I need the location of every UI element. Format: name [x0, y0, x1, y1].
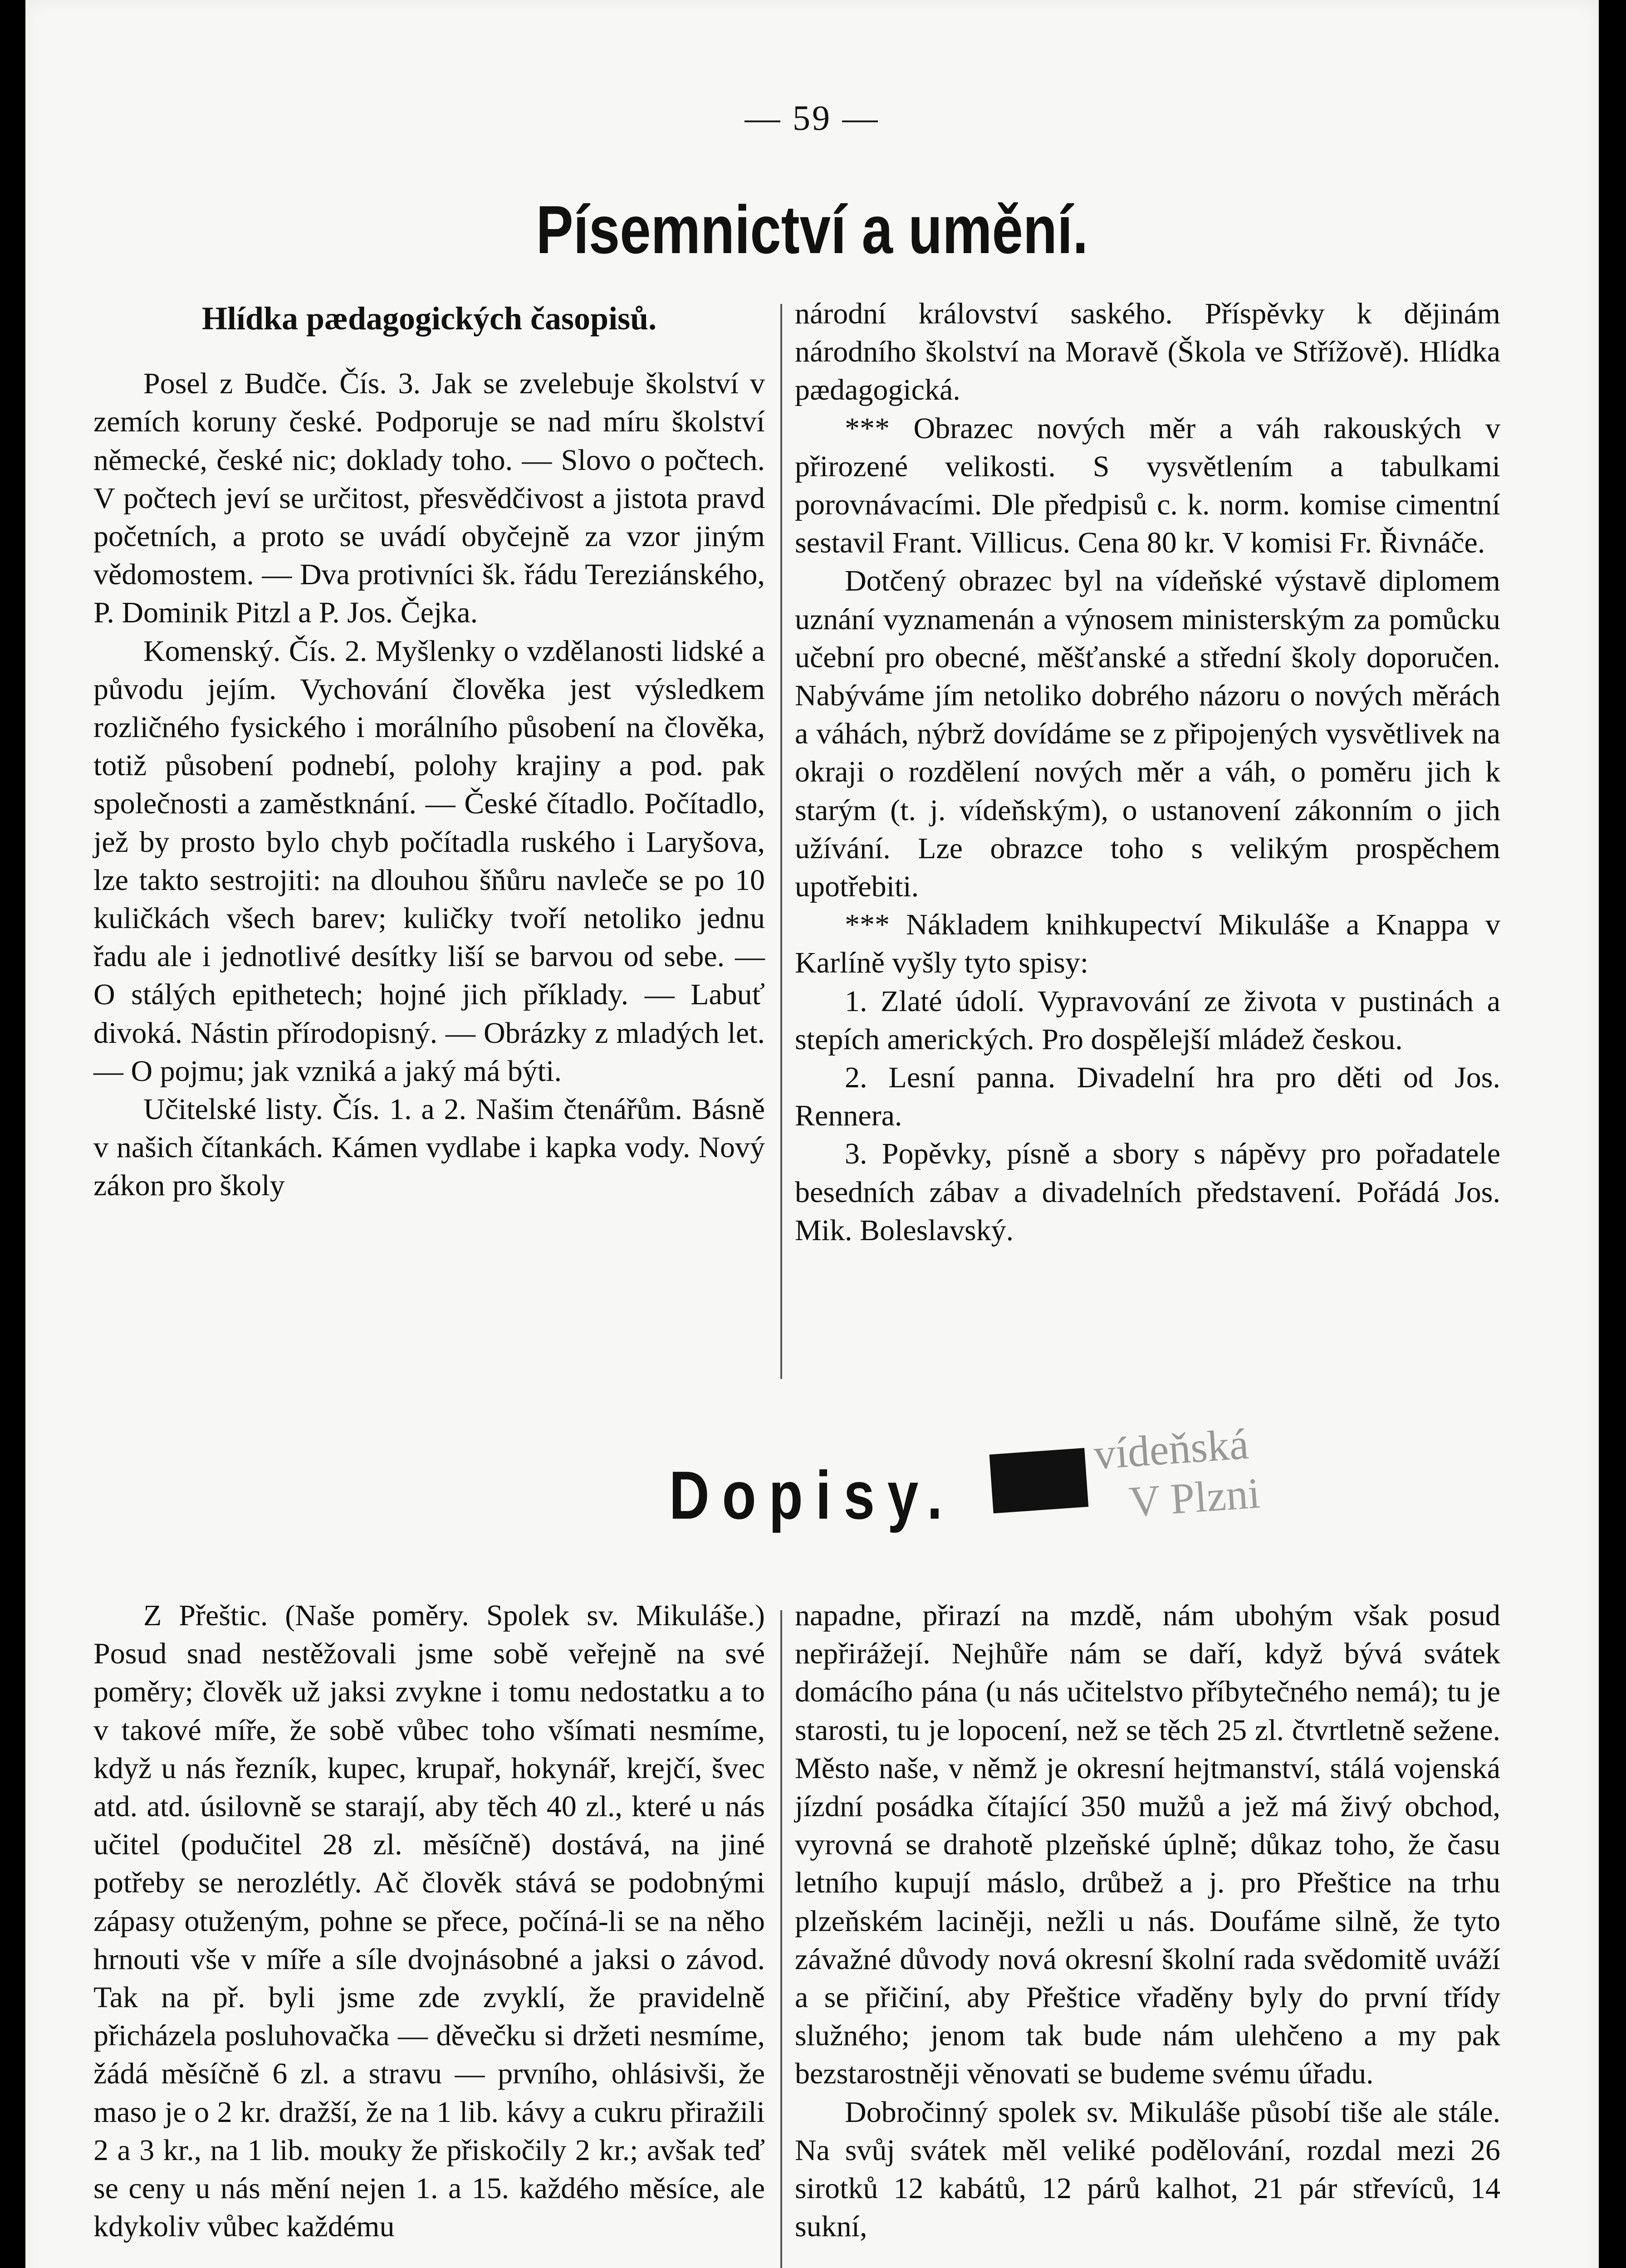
page-number: — 59 —	[744, 98, 880, 137]
column-right-bottom	[795, 1597, 1500, 2246]
subheading-journal-review: Hlídka pædagogických časopisů.	[201, 300, 657, 337]
stamp-text: V Plzni	[1127, 1468, 1262, 1526]
paragraph: Komenský. Čís. 2. Myšlenky o vzdělanosti lidské a původu jejím. Vychování člověka jest výsledkem rozličného fysického i morálního působení na člověka, totiž působení podnebí, polohy krajiny a pod. pak společnosti a zaměstknání. — České čítadlo. Počítadlo, jež by prosto bylo chyb počítadla ruského i Laryšova, lze takto sestrojiti: na dlouhou šňůru navleče se po 10 kuličkách všech barev; kuličky tvoří netoliko jednu řadu ale i jednotlivé desítky liší se barvou od sebe. — O stálých epithetech; hojné jich příklady. — Labuť divoká. Nástin přírodopisný. — Obrázky z mladých let. — O pojmu; jak vzniká a jaký má býti.	[93, 634, 765, 1088]
paragraph: 3. Popěvky, písně a sbory s nápěvy pro pořadatele besedních zábav a divadelních představení. Pořádá Jos. Mik. Boleslavský.	[795, 1137, 1500, 1247]
column-divider	[780, 1610, 782, 2268]
section-title-literature: Písemnictví a umění.	[536, 191, 1088, 268]
column-left-top	[93, 295, 765, 1205]
paragraph: napadne, přirazí na mzdě, nám ubohým však posud nepřirážejí. Nejhůře nám se daří, když bývá svátek domácího pána (u nás učitelstvo příbytečného nemá); tu je starosti, tu je lopocení, než se těch 25 zl. čtvrtletně sežene. Město naše, v němž je okresní hejtmanství, stálá vojenská jízdní posádka čítající 350 mužů a jež má živý obchod, vyrovná se drahotě plzeňské úplně; důkaz toho, že času letního kupují máslo, drůbež a j. pro Přeštice na trhu plzeňském laciněji, nežli u nás. Doufáme silně, že tyto závažné důvody nová okresní školní rada svědomitě uváží a se přičiní, aby Přeštice vřaděny byly do první třídy služného; jenom tak bude nám ulehčeno a my pak bezstarostněji věnovati se budeme svému úřadu.	[795, 1599, 1500, 2091]
paragraph: národní království saského. Příspěvky k dějinám národního školství na Moravě (Škola ve Střížově). Hlídka pædagogická.	[795, 297, 1500, 407]
page	[25, 0, 1599, 2268]
paragraph: *** Obrazec nových měr a váh rakouských v přirozené velikosti. S vysvětlením a tabulkami porovnávacími. Dle předpisů c. k. norm. komise cimentní sestavil Frant. Villicus. Cena 80 kr. V komisi Fr. Řivnáče.	[795, 411, 1500, 560]
column-left-bottom	[93, 1597, 765, 2246]
column-right-top	[795, 295, 1500, 1250]
stamp-text: vídeňská	[1092, 1419, 1250, 1479]
paragraph: *** Nákladem knihkupectví Mikuláše a Knappa v Karlíně vyšly tyto spisy:	[795, 908, 1500, 980]
section-title-letters: Dopisy.	[669, 1457, 955, 1533]
paragraph: Dobročinný spolek sv. Mikuláše působí tiše ale stále. Na svůj svátek měl veliké podělování, rozdal mezi 26 sirotků 12 kabátů, 12 párů kalhot, 21 pár střevíců, 14 sukní,	[795, 2095, 1500, 2244]
paragraph: 2. Lesní panna. Divadelní hra pro děti od Jos. Rennera.	[795, 1061, 1500, 1133]
column-divider	[780, 304, 782, 1379]
paragraph: Dotčený obrazec byl na vídeňské výstavě diplomem uznání vyznamenán a výnosem ministerským za pomůcku učební pro obecné, měšťanské a střední školy doporučen. Nabýváme jím netoliko dobrého názoru o nových měrách a váhách, nýbrž dovídáme se z připojených vysvětlivek na okraji o rozdělení nových měr a váh, o poměru jich k starým (t. j. vídeňským), o ustanovení zákonním o jich užívání. Lze obrazce toho s velikým prospěchem upotřebiti.	[795, 564, 1500, 904]
paragraph: Učitelské listy. Čís. 1. a 2. Našim čtenářům. Básně v našich čítankách. Kámen vydlabe i kapka vody. Nový zákon pro školy	[93, 1093, 765, 1202]
paragraph: Z Přeštic. (Naše poměry. Spolek sv. Mikuláše.) Posud snad nestěžovali jsme sobě veřejně na své poměry; člověk už jaksi zvykne i tomu nedostatku a to v takové míře, že sobě vůbec toho všímati nesmíme, když u nás řezník, kupec, krupař, hokynář, krejčí, švec atd. atd. úsilovně se starají, aby těch 40 zl., které u nás učitel (podučitel 28 zl. měsíčně) dostává, na jiné potřeby se nerozlétly. Ač člověk stává se podobnými zápasy otuženým, pohne se přece, počíná-li se na něho hrnouti vše v míře a síle dvojnásobné a jaksi o závod. Tak na př. byli jsme zde zvyklí, že pravidelně přicházela posluhovačka — děvečku si držeti nesmíme, žádá měsíčně 6 zl. a stravu — prvního, ohlásivši, že maso je o 2 kr. dražší, že na 1 lib. kávy a cukru přiražili 2 a 3 kr., na 1 lib. mouky že přiskočily 2 kr.; avšak teď se ceny u nás mění nejen 1. a 15. každého měsíce, ale kdykoliv vůbec každému	[93, 1599, 765, 2244]
paragraph: 1. Zlaté údolí. Vypravování ze života v pustinách a stepích amerických. Pro dospělejší mládež českou.	[795, 984, 1500, 1056]
paragraph: Posel z Budče. Čís. 3. Jak se zvelebuje školství v zemích koruny české. Podporuje se nad míru školství německé, české nic; doklady toho. — Slovo o počtech. V počtech jeví se určitost, přesvědčivost a jistota pravd početních, a proto se uvádí obyčejně za vzor jiným vědomostem. — Dva protivníci šk. řádu Tereziánského, P. Dominik Pitzl a P. Jos. Čejka.	[93, 367, 765, 630]
